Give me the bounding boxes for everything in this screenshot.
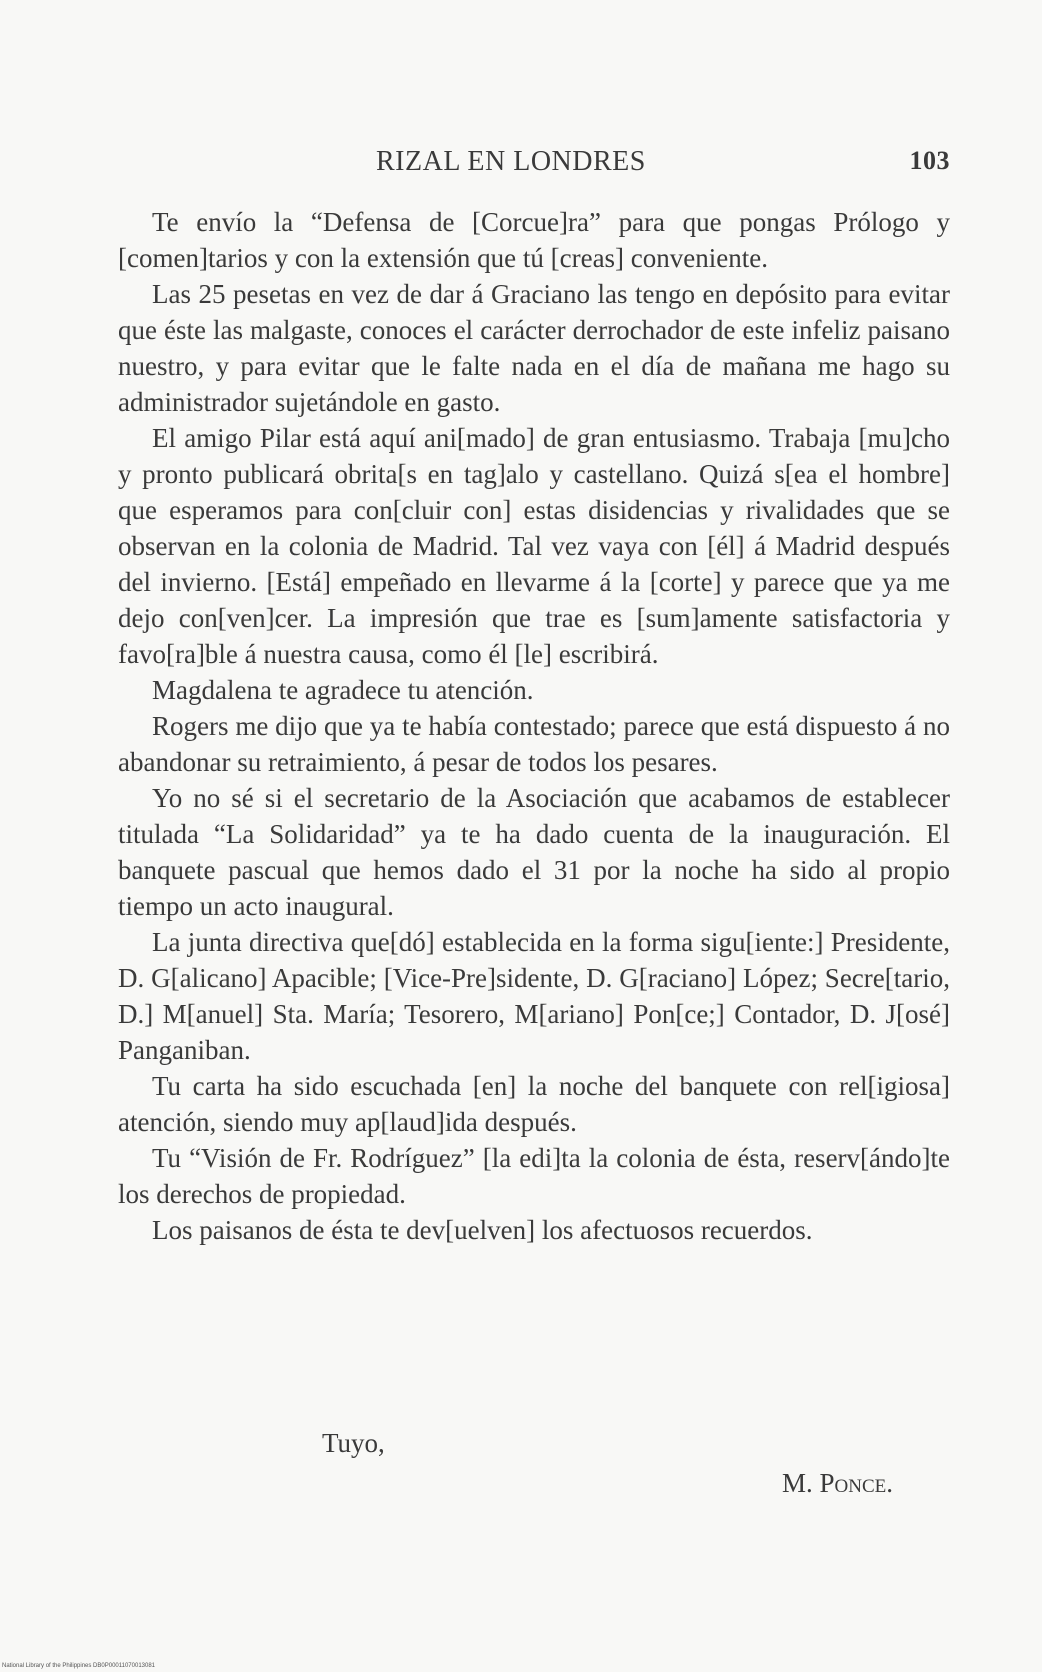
page-number: 103 [909, 146, 950, 175]
paragraph-carta: Tu carta ha sido escuchada [en] la noche del banquete con rel[igiosa] atención, siendo muy ap[laud]ida después. [118, 1071, 950, 1137]
running-head [118, 146, 950, 186]
paragraph-junta: La junta directiva que[dó] establecida en la forma sigu[iente:] Presidente, D. G[alicano] Apacible; [Vice-Pre]sidente, D. G[raciano] López; Secre[tario, D.] M[anuel] Sta. María; Tesorero, M[ariano] Pon[ce;] Contador, D. J[osé] Panganiban. [118, 927, 950, 1065]
running-title: RIZAL EN LONDRES [376, 146, 646, 177]
paragraph-rogers: Rogers me dijo que ya te había contestado; parece que está dispuesto á no abandonar su retraimiento, á pesar de todos los pesares. [118, 711, 950, 777]
paragraph-asociacion: Yo no sé si el secretario de la Asociación que acabamos de establecer titulada “La Solidaridad” ya te ha dado cuenta de la inauguración. El banquete pascual que hemos dado el 31 por la noche ha sido al propio tiempo un acto inaugural. [118, 783, 950, 921]
letter-body [118, 204, 950, 1248]
signature: M. Ponce. [782, 1468, 893, 1498]
paragraph-magdalena: Magdalena te agradece tu atención. [152, 675, 534, 705]
scan-footer: National Library of the Philippines DB0P00011070013081 [2, 1663, 155, 1669]
paragraph-vision: Tu “Visión de Fr. Rodríguez” [la edi]ta la colonia de ésta, reserv[ándo]te los derechos de propiedad. [118, 1143, 950, 1209]
paragraph-paisanos: Los paisanos de ésta te dev[uelven] los afectuosos recuerdos. [152, 1215, 813, 1245]
paragraph-pilar: El amigo Pilar está aquí ani[mado] de gran entusiasmo. Trabaja [mu]cho y pronto publicará obrita[s en tag]alo y castellano. Quizá s[ea el hombre] que esperamos para con[cluir con] estas disidencias y rivalidades que se observan en la colonia de Madrid. Tal vez vaya con [él] á Madrid después del invierno. [Está] empeñado en llevarme á la [corte] y parece que ya me dejo con[ven]cer. La impresión que trae es [sum]amente satisfactoria y favo[ra]ble á nuestra causa, como él [le] escribirá. [118, 423, 950, 669]
paragraph-defensa: Te envío la “Defensa de [Corcue]ra” para que pongas Prólogo y [comen]tarios y con la extensión que tú [creas] conveniente. [118, 207, 950, 273]
paragraph-pesetas: Las 25 pesetas en vez de dar á Graciano las tengo en depósito para evitar que éste las malgaste, conoces el carácter derrochador de este infeliz paisano nuestro, y para evitar que le falte nada en el día de mañana me hago su administrador sujetándole en gasto. [118, 279, 950, 417]
closing-salutation: Tuyo, [322, 1428, 385, 1458]
